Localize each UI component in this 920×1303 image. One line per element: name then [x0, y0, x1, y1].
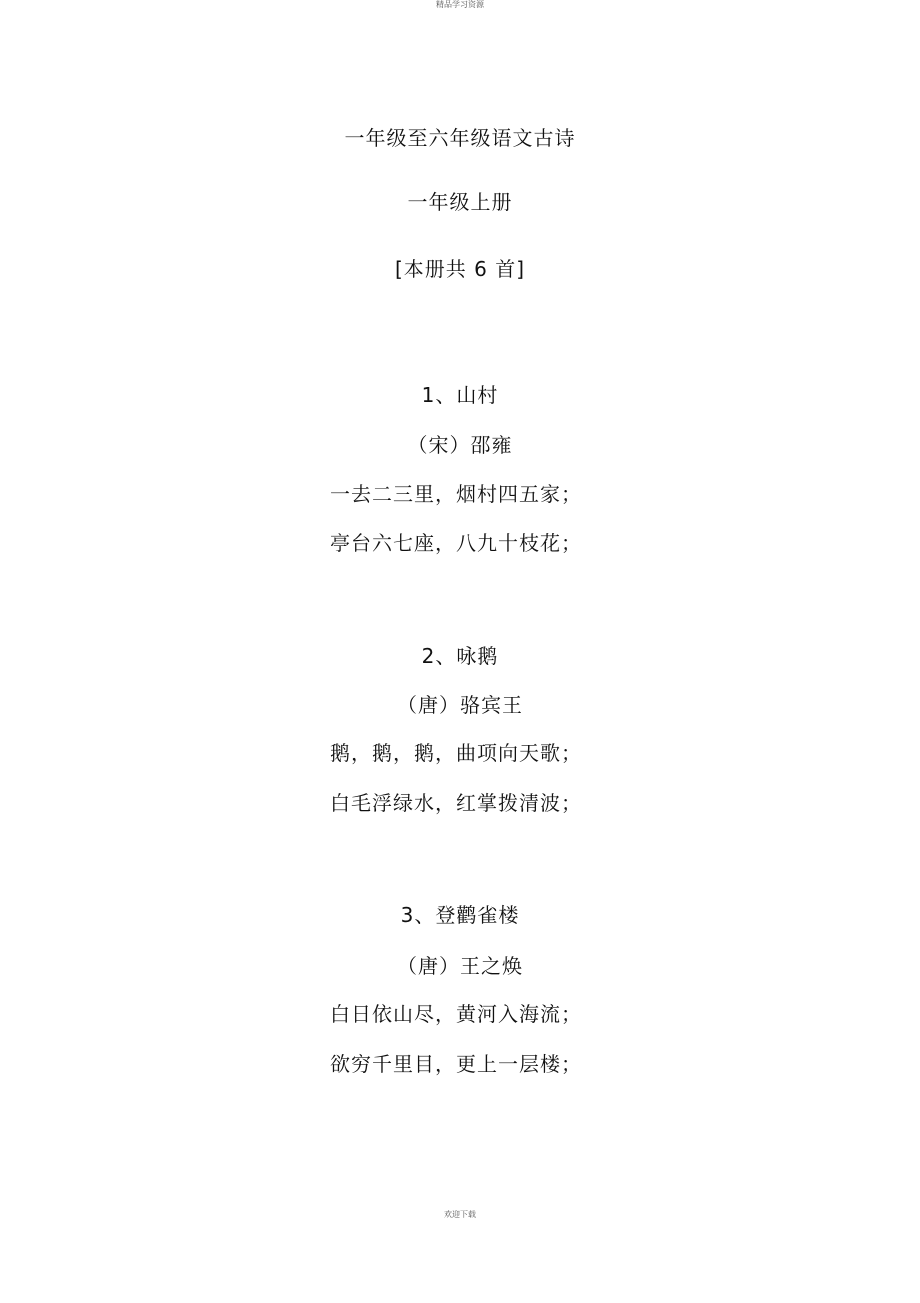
- poem-author: （宋）邵雍: [407, 433, 513, 457]
- grade-heading: 一年级上册: [407, 190, 513, 214]
- header-watermark: 精品学习资源: [436, 0, 484, 9]
- poem-title: 3、登鹳雀楼: [400, 903, 520, 927]
- footer-watermark: 欢迎下载: [444, 1210, 476, 1219]
- poem-line: 亭台六七座，八九十枝花；: [330, 531, 582, 555]
- poem-title: 1、山村: [421, 383, 499, 407]
- poem-line: 一去二三里，烟村四五家；: [330, 482, 582, 506]
- poem-author: （唐）王之焕: [397, 954, 523, 978]
- poem-line: 白日依山尽，黄河入海流；: [330, 1002, 582, 1026]
- poem-title: 2、咏鹅: [421, 644, 499, 668]
- poem-line: 白毛浮绿水，红掌拨清波；: [330, 791, 582, 815]
- poem-line: 欲穷千里目，更上一层楼；: [330, 1052, 582, 1076]
- document-title: 一年级至六年级语文古诗: [344, 126, 576, 150]
- poem-count-note: [本册共 6 首]: [394, 257, 526, 281]
- poem-author: （唐）骆宾王: [397, 693, 523, 717]
- poem-line: 鹅，鹅，鹅，曲项向天歌；: [330, 741, 582, 765]
